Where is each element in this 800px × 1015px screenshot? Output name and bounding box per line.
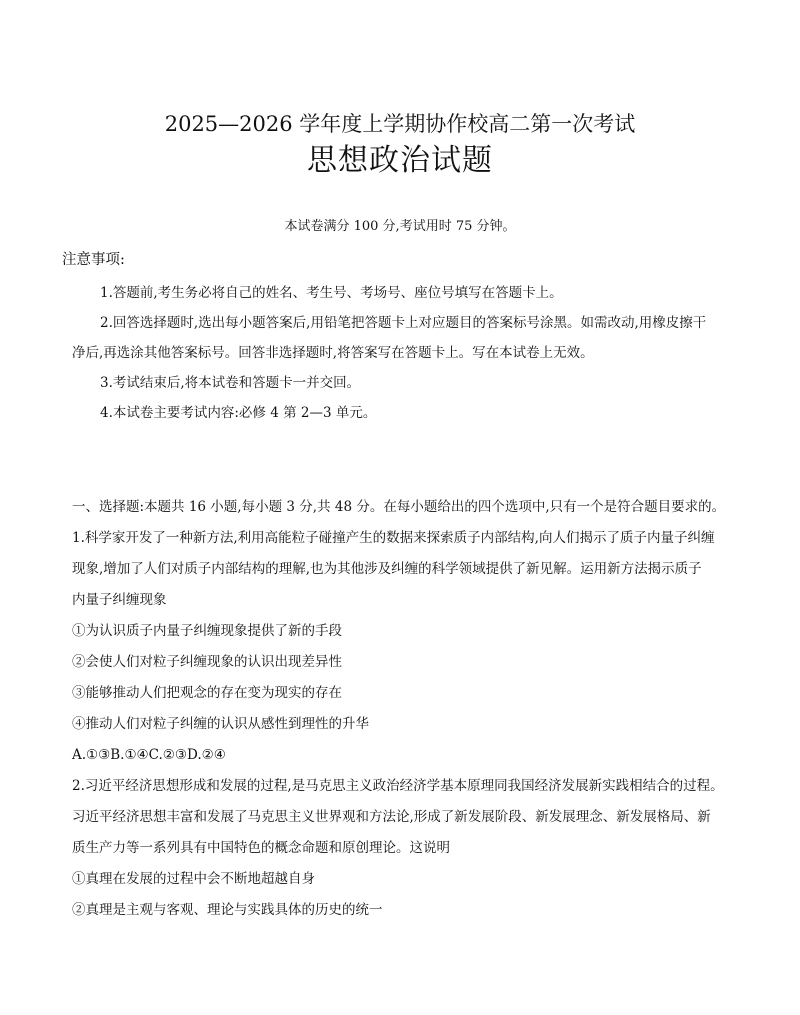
exam-title: 2025—2026 学年度上学期协作校高二第一次考试 — [164, 112, 636, 136]
q2-option-1: ①真理在发展的过程中会不断地超越自身 — [72, 871, 315, 887]
q1-option-4: ④推动人们对粒子纠缠的认识从感性到理性的升华 — [72, 716, 369, 732]
notice-item-3: 3.考试结束后,将本试卷和答题卡一并交回。 — [100, 375, 361, 391]
q1-stem-line-3: 内量子纠缠现象 — [72, 592, 167, 608]
notice-heading: 注意事项: — [62, 252, 125, 268]
notice-item-2: 2.回答选择题时,选出每小题答案后,用铅笔把答题卡上对应题目的答案标号涂黑。如需改动,用橡皮擦干 — [100, 315, 707, 331]
q1-answer-choices: A.①③B.①④C.②③D.②④ — [72, 747, 226, 763]
q2-stem-line-1: 2.习近平经济思想形成和发展的过程,是马克思主义政治经济学基本原理同我国经济发展新实践相结合的过程。 — [72, 778, 724, 794]
q2-stem-line-2: 习近平经济思想丰富和发展了马克思主义世界观和方法论,形成了新发展阶段、新发展理念、新发展格局、新 — [72, 809, 711, 825]
section-intro: 一、选择题:本题共 16 小题,每小题 3 分,共 48 分。在每小题给出的四个选项中,只有一个是符合题目要求的。 — [72, 499, 726, 515]
notice-item-4: 4.本试卷主要考试内容:必修 4 第 2—3 单元。 — [100, 405, 377, 421]
notice-item-1: 1.答题前,考生务必将自己的姓名、考生号、考场号、座位号填写在答题卡上。 — [100, 285, 563, 301]
exam-info: 本试卷满分 100 分,考试用时 75 分钟。 — [284, 219, 516, 234]
notice-item-2-cont: 净后,再选涂其他答案标号。回答非选择题时,将答案写在答题卡上。写在本试卷上无效。 — [72, 345, 594, 361]
subject-title: 思想政治试题 — [307, 143, 493, 178]
q1-stem-line-2: 现象,增加了人们对质子内部结构的理解,也为其他涉及纠缠的科学领域提供了新见解。运用新方法揭示质子 — [72, 561, 702, 577]
q2-stem-line-3: 质生产力等一系列具有中国特色的概念命题和原创理论。这说明 — [72, 840, 450, 856]
q1-stem-line-1: 1.科学家开发了一种新方法,利用高能粒子碰撞产生的数据来探索质子内部结构,向人们揭示了质子内量子纠缠 — [72, 530, 715, 546]
q1-option-1: ①为认识质子内量子纠缠现象提供了新的手段 — [72, 623, 342, 639]
q1-option-2: ②会使人们对粒子纠缠现象的认识出现差异性 — [72, 654, 342, 670]
q1-option-3: ③能够推动人们把观念的存在变为现实的存在 — [72, 685, 342, 701]
q2-option-2: ②真理是主观与客观、理论与实践具体的历史的统一 — [72, 902, 383, 918]
